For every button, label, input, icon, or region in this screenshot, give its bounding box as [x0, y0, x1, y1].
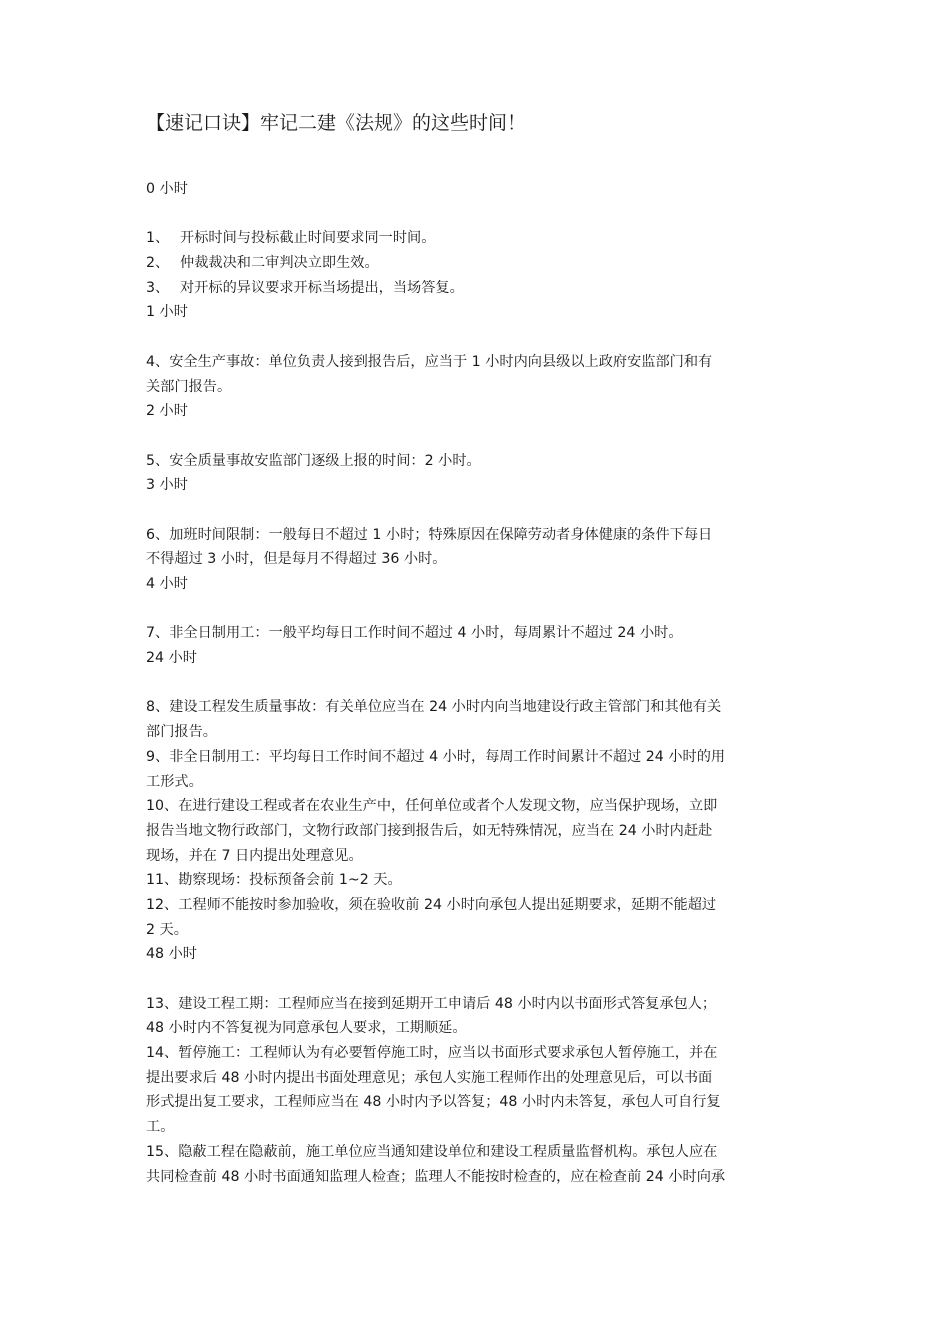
text-line: 6、加班时间限制：一般每日不超过 1 小时；特殊原因在保障劳动者身体健康的条件下每日: [146, 526, 713, 543]
text-line: 11、勘察现场：投标预备会前 1~2 天。: [146, 872, 402, 889]
text-line: 现场，并在 7 日内提出处理意见。: [146, 847, 363, 864]
text-line: 不得超过 3 小时，但是每月不得超过 36 小时。: [146, 551, 447, 568]
section-heading-3h: 3 小时: [146, 477, 188, 494]
item-text: 对开标的异议要求开标当场提出，当场答复。: [180, 279, 464, 296]
text-line: 关部门报告。: [146, 378, 232, 395]
document-title: 【速记口诀】牢记二建《法规》的这些时间！: [146, 112, 527, 134]
text-line: 14、暂停施工：工程师认为有必要暂停施工时，应当以书面形式要求承包人暂停施工，并在: [146, 1045, 718, 1062]
text-line: 形式提出复工要求，工程师应当在 48 小时内予以答复；48 小时内未答复，承包人可自行复: [146, 1094, 721, 1111]
item-text: 仲裁裁决和二审判决立即生效。: [180, 255, 379, 272]
text-line: 10、在进行建设工程或者在农业生产中，任何单位或者个人发现文物，应当保护现场，立即: [146, 798, 718, 815]
section-heading-24h: 24 小时: [146, 650, 197, 667]
item-number: 1、: [146, 230, 170, 247]
text-line: 13、建设工程工期：工程师应当在接到延期开工申请后 48 小时内以书面形式答复承包人；: [146, 995, 717, 1012]
document-body: [146, 177, 816, 1189]
blank-line: [146, 671, 816, 696]
section-heading-1h: 1 小时: [146, 304, 188, 321]
text-line: 9、非全日制用工：平均每日工作时间不超过 4 小时，每周工作时间累计不超过 24 小时的用: [146, 748, 726, 765]
section-heading-0h: 0 小时: [146, 181, 188, 197]
blank-line: [146, 597, 816, 622]
section-heading-48h: 48 小时: [146, 946, 197, 963]
text-line: 共同检查前 48 小时书面通知监理人检查；监理人不能按时检查的，应在检查前 24 小时向承: [146, 1168, 726, 1185]
text-line: 工。: [146, 1119, 175, 1136]
blank-line: [146, 325, 816, 350]
blank-line: [146, 498, 816, 523]
text-line: 15、隐蔽工程在隐蔽前，施工单位应当通知建设单位和建设工程质量监督机构。承包人应在: [146, 1143, 718, 1160]
blank-line: [146, 202, 816, 227]
section-heading-2h: 2 小时: [146, 403, 188, 420]
text-line: 48 小时内不答复视为同意承包人要求，工期顺延。: [146, 1020, 467, 1037]
item-number: 2、: [146, 255, 170, 272]
text-line: 8、建设工程发生质量事故：有关单位应当在 24 小时内向当地建设行政主管部门和其他有关: [146, 699, 722, 716]
text-line: 7、非全日制用工：一般平均每日工作时间不超过 4 小时，每周累计不超过 24 小时。: [146, 625, 683, 642]
text-line: 4、安全生产事故：单位负责人接到报告后，应当于 1 小时内向县级以上政府安监部门和有: [146, 353, 713, 370]
item-number: 3、: [146, 279, 170, 296]
text-line: 2 天。: [146, 921, 188, 938]
list-item: [146, 251, 816, 276]
blank-line: [146, 967, 816, 992]
list-item: [146, 276, 816, 301]
text-line: 部门报告。: [146, 724, 217, 741]
list-item: [146, 226, 816, 251]
blank-line: [146, 424, 816, 449]
text-line: 12、工程师不能按时参加验收，须在验收前 24 小时向承包人提出延期要求，延期不能超过: [146, 896, 717, 913]
text-line: 工形式。: [146, 773, 203, 790]
text-line: 5、安全质量事故安监部门逐级上报的时间：2 小时。: [146, 452, 481, 469]
text-line: 提出要求后 48 小时内提出书面处理意见；承包人实施工程师作出的处理意见后，可以书面: [146, 1069, 713, 1086]
text-line: 报告当地文物行政部门，文物行政部门接到报告后，如无特殊情况，应当在 24 小时内赶赴: [146, 822, 713, 839]
section-heading-4h: 4 小时: [146, 576, 188, 592]
item-text: 开标时间与投标截止时间要求同一时间。: [180, 230, 436, 247]
